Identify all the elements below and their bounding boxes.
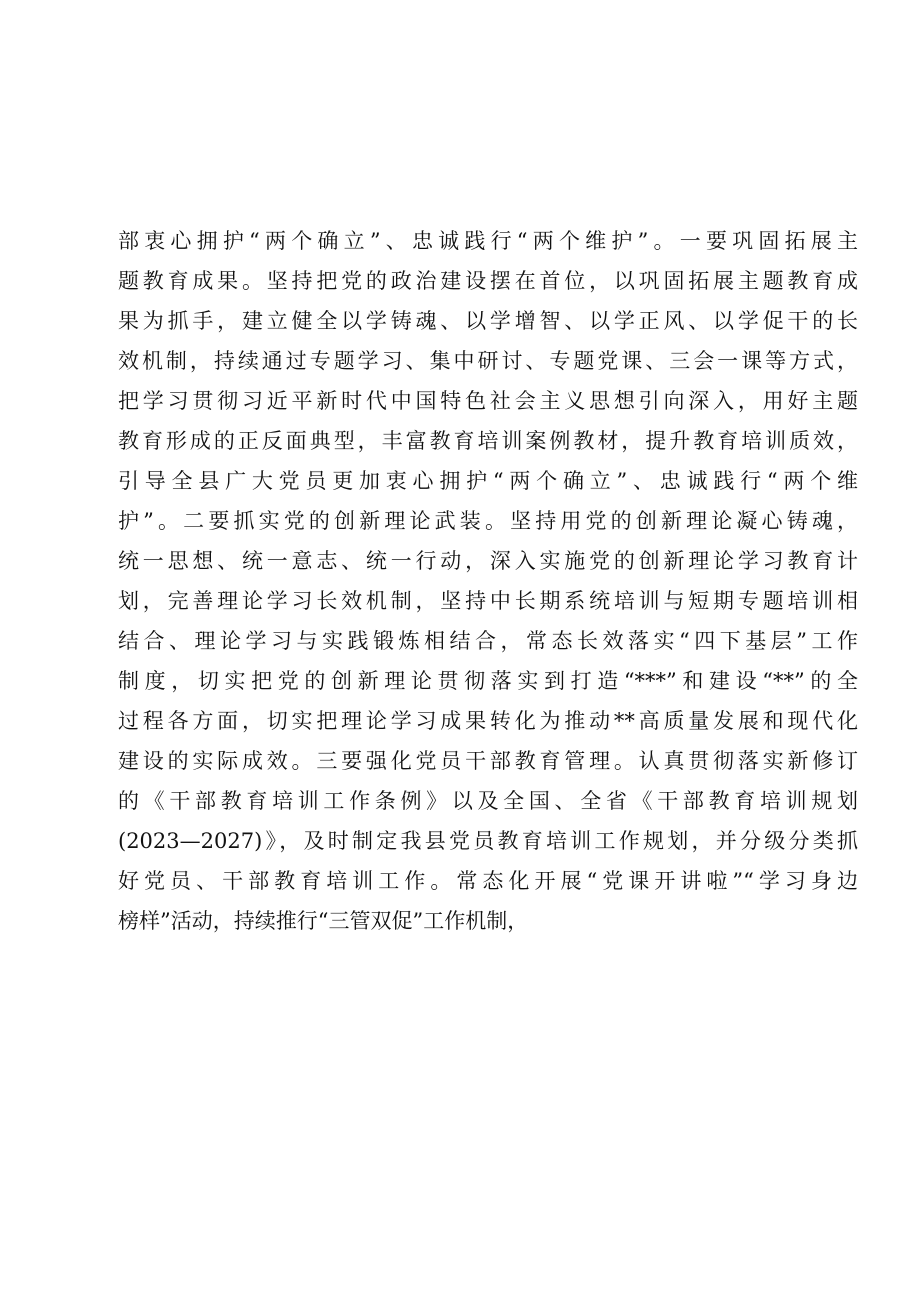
text-line: 效机制，持续通过专题学习、集中研讨、专题党课、三会一课等方式， (118, 349, 858, 373)
text-line: 制度，切实把党的创新理论贯彻落实到打造“***”和建设“**”的全 (118, 669, 858, 693)
text-line: (2023—2027)》，及时制定我县党员教育培训工作规划，并分级分类抓 (118, 829, 858, 853)
text-line: 过程各方面，切实把理论学习成果转化为推动**高质量发展和现代化 (118, 709, 858, 733)
text-line: 好党员、干部教育培训工作。常态化开展“党课开讲啦”“学习身边 (118, 869, 858, 893)
text-line-last: 榜样”活动，持续推行“三管双促”工作机制， (118, 909, 529, 933)
text-line: 统一思想、统一意志、统一行动，深入实施党的创新理论学习教育计 (118, 549, 858, 573)
text-line: 护”。二要抓实党的创新理论武装。坚持用党的创新理论凝心铸魂， (118, 509, 858, 533)
text-line: 题教育成果。坚持把党的政治建设摆在首位，以巩固拓展主题教育成 (118, 269, 858, 293)
text-line: 的《干部教育培训工作条例》以及全国、全省《干部教育培训规划 (118, 789, 858, 813)
text-line: 把学习贯彻习近平新时代中国特色社会主义思想引向深入，用好主题 (118, 389, 858, 413)
text-line: 教育形成的正反面典型，丰富教育培训案例教材，提升教育培训质效， (118, 429, 858, 453)
body-paragraph (118, 221, 858, 941)
text-line: 建设的实际成效。三要强化党员干部教育管理。认真贯彻落实新修订 (118, 749, 858, 773)
text-line: 引导全县广大党员更加衷心拥护“两个确立”、忠诚践行“两个维 (118, 469, 858, 493)
text-line: 结合、理论学习与实践锻炼相结合，常态长效落实“四下基层”工作 (118, 629, 858, 653)
text-line: 部衷心拥护“两个确立”、忠诚践行“两个维护”。一要巩固拓展主 (118, 229, 858, 253)
text-line: 划，完善理论学习长效机制，坚持中长期系统培训与短期专题培训相 (118, 589, 858, 613)
text-line: 果为抓手，建立健全以学铸魂、以学增智、以学正风、以学促干的长 (118, 309, 858, 333)
